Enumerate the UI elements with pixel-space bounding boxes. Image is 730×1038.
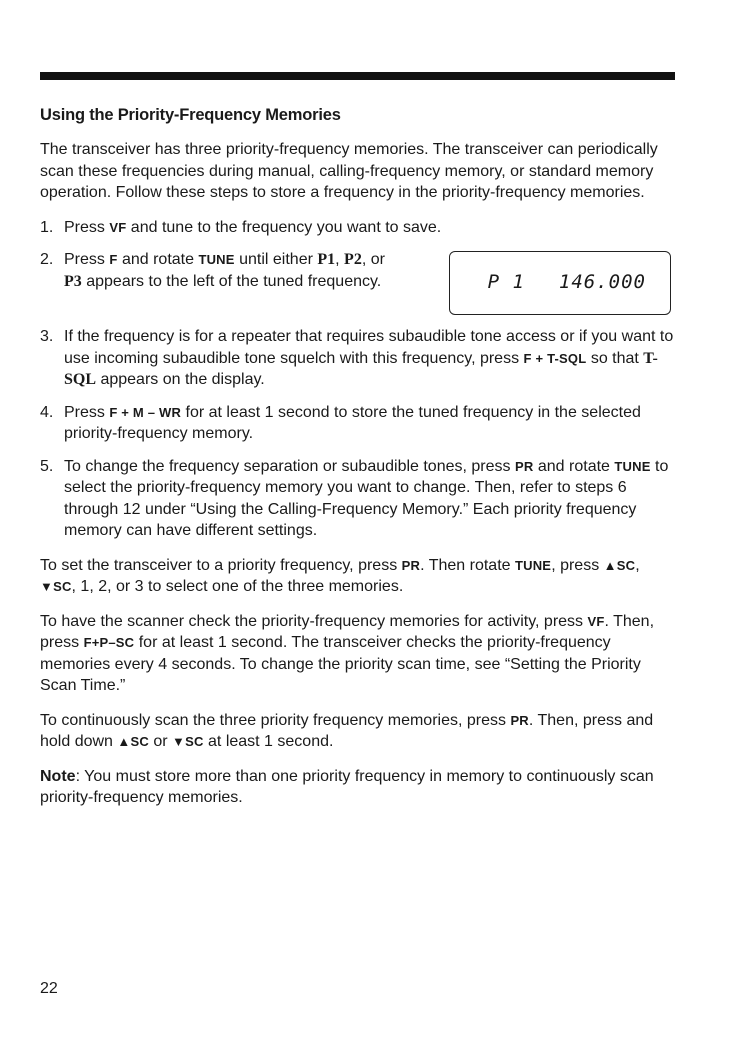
set-priority-paragraph: To set the transceiver to a priority frequency, press PR. Then rotate TUNE, press ▲SC, ▼SC, 1, 2, or 3 to select one of the three memories. bbox=[40, 556, 640, 595]
key-pr: PR bbox=[510, 712, 529, 728]
step-number: 4. bbox=[40, 403, 54, 421]
step-3: 3. If the frequency is for a repeater that requires subaudible tone access or if you want to use incoming subaudible tone squelch with this frequency, press F + T-SQL so that T-SQL appears on the display. bbox=[40, 328, 674, 388]
key-pr: PR bbox=[514, 458, 534, 474]
key-tune: TUNE bbox=[514, 557, 552, 573]
key-f-mwr: F + M – WR bbox=[109, 404, 182, 420]
note-text: You must store more than one priority frequency in memory to continuously scan priority-frequency memories. bbox=[40, 767, 654, 806]
key-tune: TUNE bbox=[198, 252, 235, 267]
page-body bbox=[40, 106, 675, 822]
indicator-p3: P3 bbox=[64, 272, 82, 290]
step-number: 5. bbox=[40, 457, 54, 475]
note-label: Note bbox=[40, 767, 76, 785]
key-f: F bbox=[109, 252, 118, 267]
key-f-psc: F+P–SC bbox=[83, 635, 135, 650]
step-2-text: Press F and rotate TUNE until either P1, P2, or P3 appears to the left of the tuned frequency. bbox=[64, 251, 385, 290]
step-number: 2. bbox=[40, 251, 54, 268]
lcd-display-illustration bbox=[449, 251, 671, 315]
section-title: Using the Priority-Frequency Memories bbox=[40, 106, 341, 124]
step-1: 1. Press VF and tune to the frequency you want to save. bbox=[40, 217, 675, 239]
indicator-tsql: T-SQL bbox=[64, 349, 658, 388]
continuous-scan-paragraph: To continuously scan the three priority frequency memories, press PR. Then, press and hold down ▲SC or ▼SC at least 1 second. bbox=[40, 711, 654, 750]
intro-paragraph: The transceiver has three priority-frequency memories. The transceiver can periodically scan these frequencies during manual, calling-frequency memory, or standard memory operation. Follow these steps to store a frequency in the priority-frequency memories. bbox=[40, 141, 658, 201]
page-number: 22 bbox=[40, 980, 58, 997]
step-4: 4. Press F + M – WR for at least 1 second to store the tuned frequency in the selected priority-frequency memory. bbox=[40, 403, 641, 442]
steps-list bbox=[40, 217, 675, 542]
key-tune: TUNE bbox=[614, 458, 651, 474]
lcd-frequency: 146.000 bbox=[558, 271, 646, 294]
top-rule bbox=[40, 72, 675, 80]
key-vf: VF bbox=[587, 613, 605, 629]
note-paragraph: Note: You must store more than one priority frequency in memory to continuously scan priority-frequency memories. bbox=[40, 767, 654, 806]
key-down-sc: ▼SC bbox=[40, 579, 72, 594]
step-number: 1. bbox=[40, 218, 54, 236]
step-5: 5. To change the frequency separation or subaudible tones, press PR and rotate TUNE to select the priority-frequency memory you want to change. Then, refer to steps 6 through 12 under “Using the Calling-Frequency Memory.” Each priority frequency memory can have different settings. bbox=[40, 457, 669, 539]
step-number: 3. bbox=[40, 328, 54, 345]
step-2 bbox=[40, 249, 675, 315]
indicator-p2: P2 bbox=[344, 251, 362, 268]
scan-paragraph: To have the scanner check the priority-frequency memories for activity, press VF. Then, press F+P–SC for at least 1 second. The transceiver checks the priority-frequency memories every 4 seconds. To change the priority scan time, see “Setting the Priority Scan Time.” bbox=[40, 612, 655, 694]
key-up-sc: ▲SC bbox=[117, 734, 149, 749]
key-vf: VF bbox=[109, 219, 127, 235]
key-pr: PR bbox=[401, 557, 421, 573]
key-up-sc: ▲SC bbox=[603, 557, 636, 573]
key-down-sc: ▼SC bbox=[172, 734, 204, 749]
key-f-tsql: F + T-SQL bbox=[523, 350, 587, 366]
indicator-p1: P1 bbox=[317, 251, 336, 268]
lcd-channel: P 1 bbox=[487, 271, 525, 294]
